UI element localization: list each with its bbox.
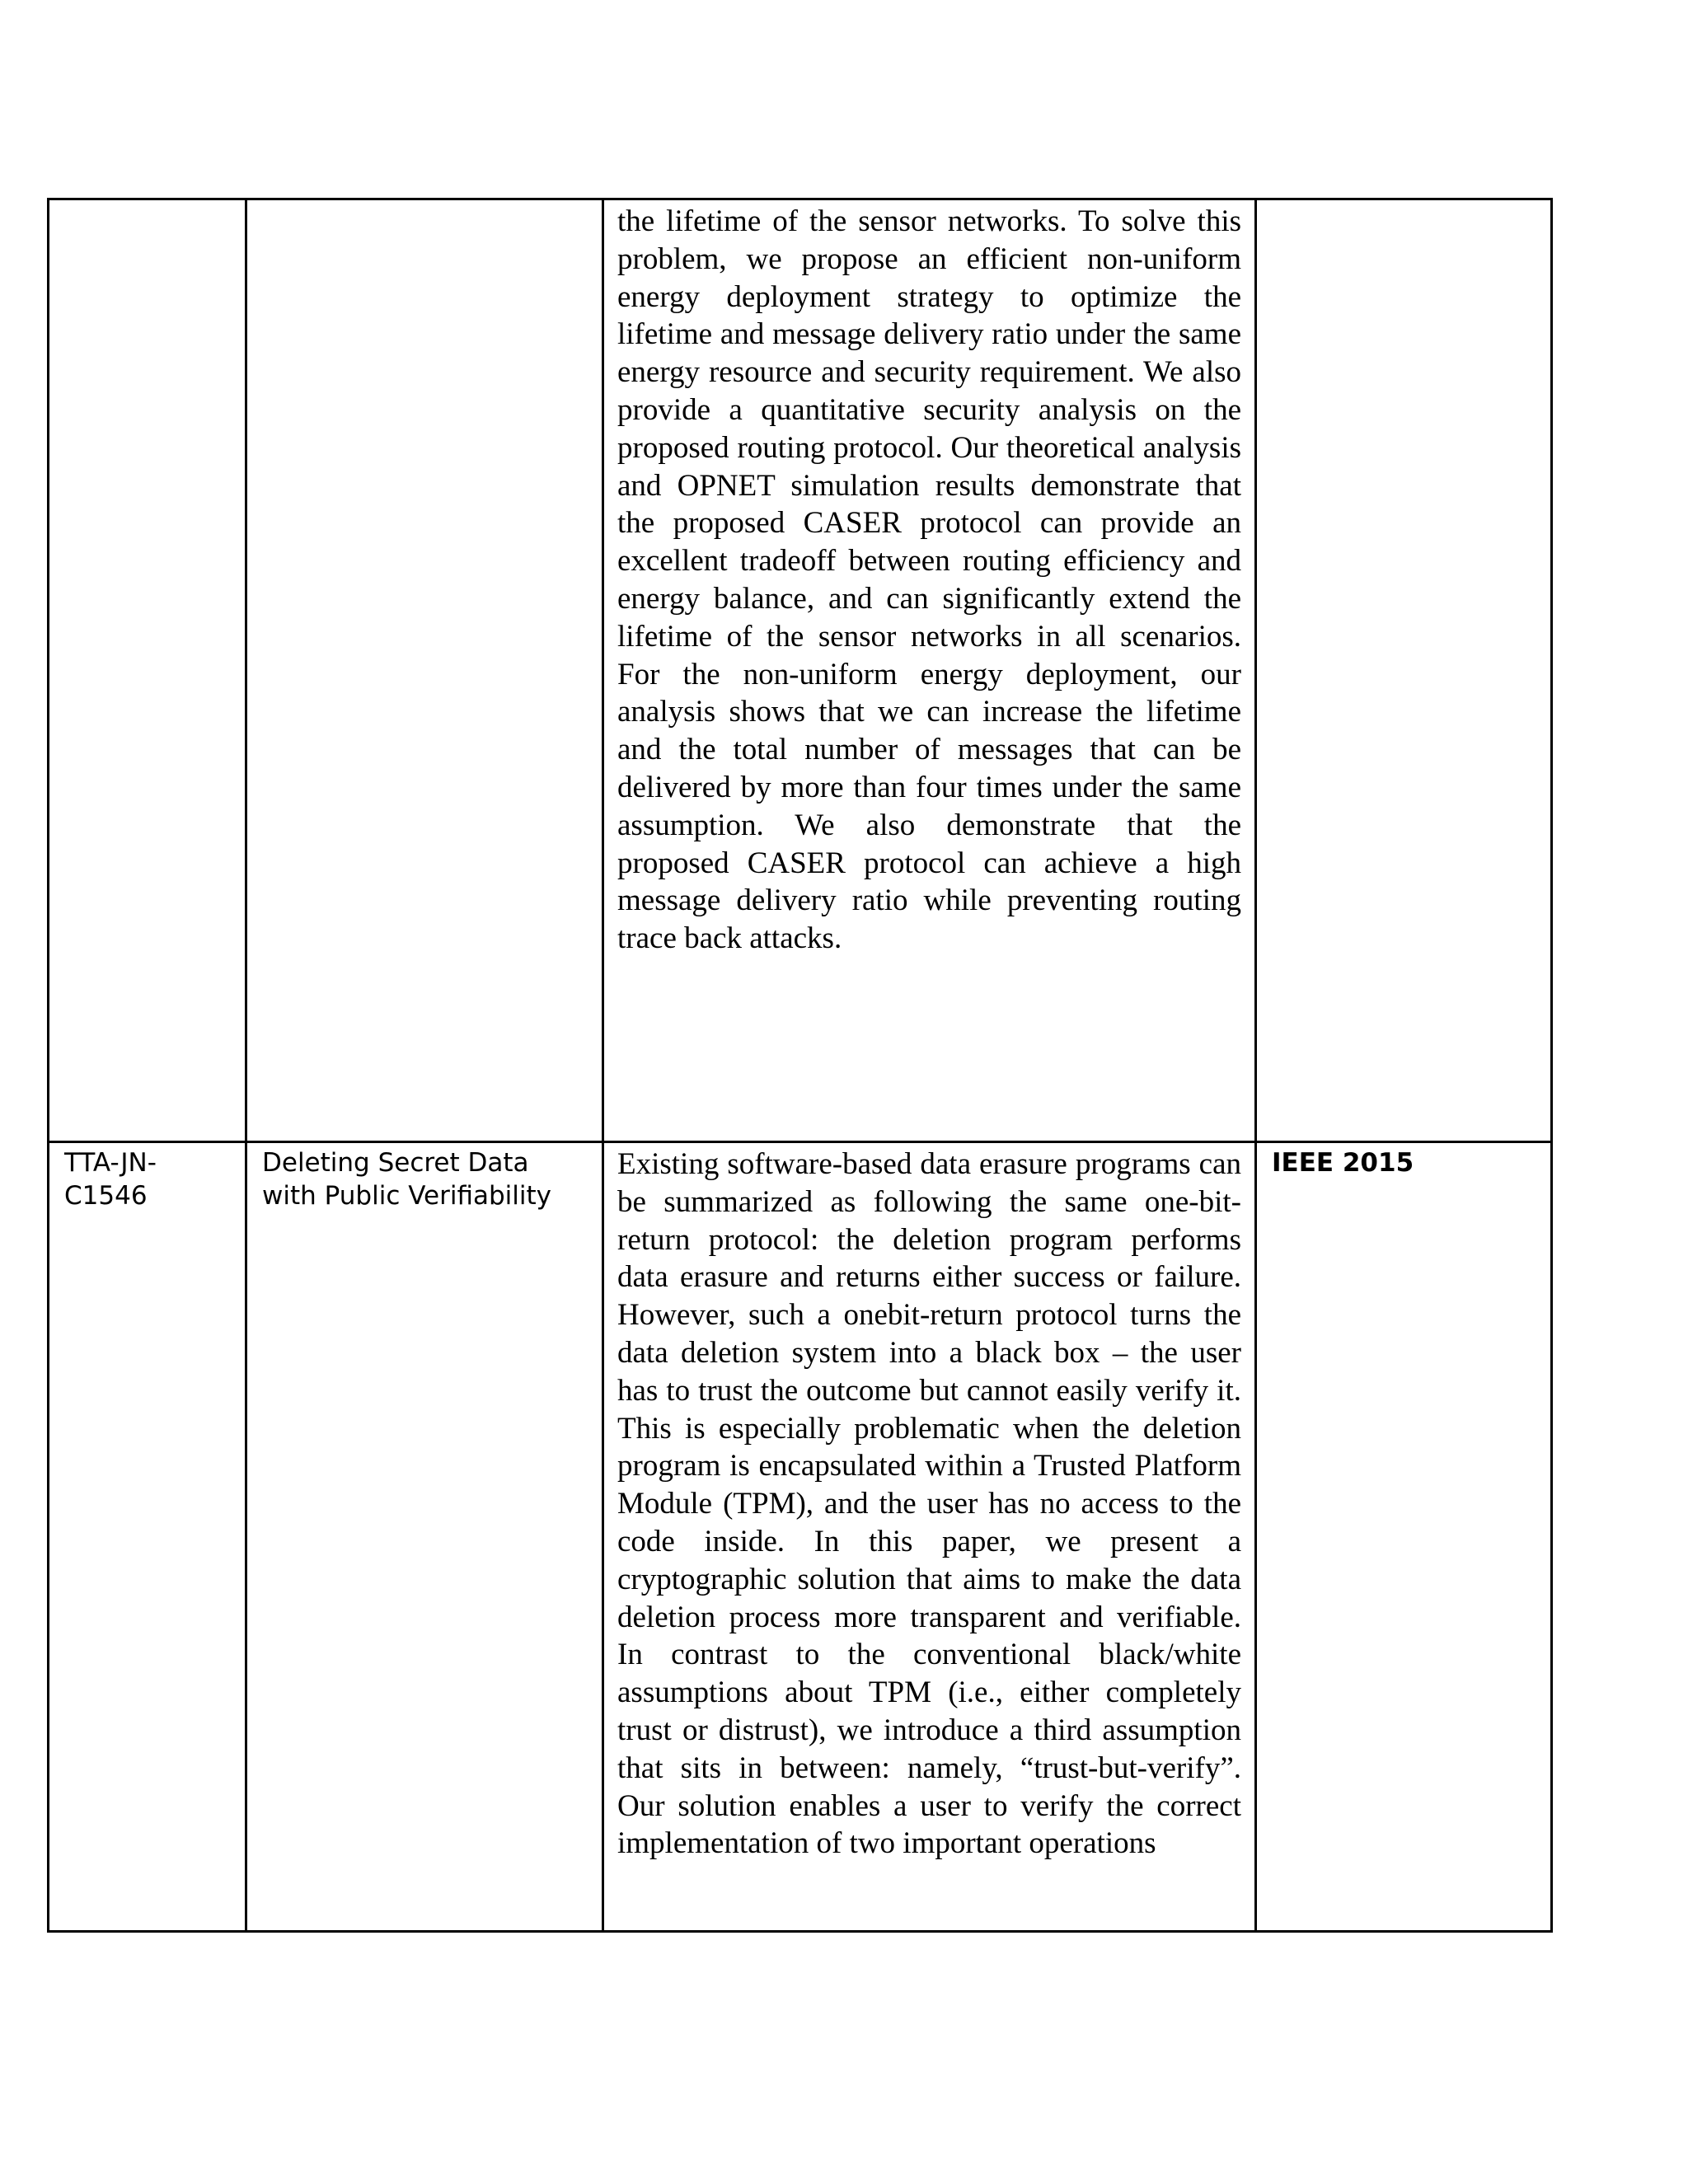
project-abstract: Existing software-based data erasure programs can be summarized as following the same one-bit-return protocol: the deletion program performs data erasure and returns either success or failure. However, such a onebit-return protocol turns the data deletion system into a black box – the user has to trust the outcome but cannot easily verify it. This is especially problematic when the deletion program is encapsulated within a Trusted Platform Module (TPM), and the user has no access to the code inside. In this paper, we present a cryptographic solution that aims to make the data deletion process more transparent and verifiable. In contrast to the conventional black/white assumptions about TPM (i.e., either completely trust or distrust), we introduce a third assumption that sits in between: namely, “trust-but-verify”. Our solution enables a user to verify the correct implementation of two important operations — [617, 1147, 1241, 1861]
abstract-cell — [603, 1142, 1256, 1932]
table-row — [49, 1142, 1552, 1932]
project-abstract: the lifetime of the sensor networks. To solve this problem, we propose an efficient non-uniform energy deployment strategy to optimize the lifetime and message delivery ratio under the same energy resource and security requirement. We also provide a quantitative security analysis on the proposed routing protocol. Our theoretical analysis and OPNET simulation results demonstrate that the proposed CASER protocol can provide an excellent tradeoff between routing efficiency and energy balance, and can significantly extend the lifetime of the sensor networks in all scenarios. For the non-uniform energy deployment, our analysis shows that we can increase the lifetime and the total number of messages that can be delivered by more than four times under the same assumption. We also demonstrate that the proposed CASER protocol can achieve a high message delivery ratio while preventing routing trace back attacks. — [617, 204, 1241, 956]
project-id: TTA-JN-C1546 — [64, 1148, 157, 1211]
project-year — [1257, 200, 1550, 204]
year-cell — [1256, 199, 1552, 1142]
id-cell — [49, 1142, 246, 1932]
id-cell — [49, 199, 246, 1142]
project-year: IEEE 2015 — [1272, 1148, 1414, 1178]
project-id — [49, 200, 245, 204]
project-table — [47, 198, 1553, 1933]
year-cell — [1256, 1142, 1552, 1932]
project-title — [247, 200, 602, 204]
title-cell — [246, 199, 603, 1142]
title-cell — [246, 1142, 603, 1932]
abstract-cell — [603, 199, 1256, 1142]
table-row — [49, 199, 1552, 1142]
project-title: Deleting Secret Data with Public Verifiability — [262, 1148, 551, 1211]
